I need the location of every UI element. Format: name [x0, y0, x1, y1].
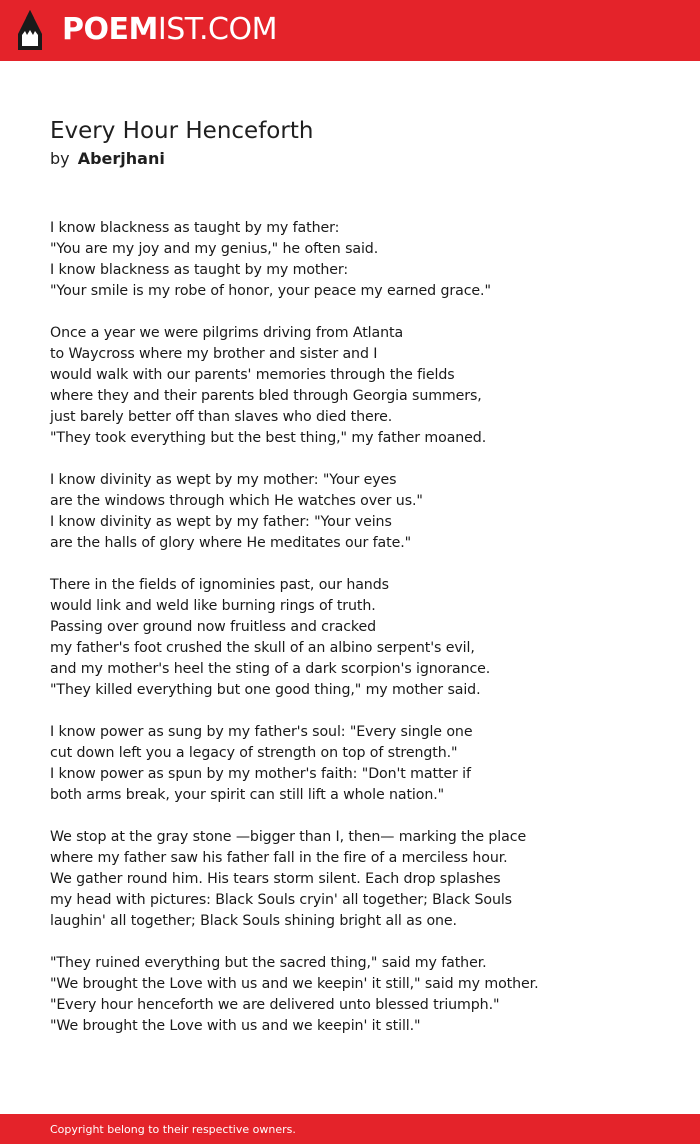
site-footer	[0, 1114, 700, 1144]
stanza	[50, 323, 670, 449]
author-name[interactable]: Aberjhani	[77, 149, 165, 168]
poem-line: I know divinity as wept by my father: "Your veins	[50, 514, 392, 530]
by-label: by	[50, 149, 70, 168]
poem-line: "Every hour henceforth we are delivered unto blessed triumph."	[50, 997, 500, 1013]
poem-line: I know divinity as wept by my mother: "Your eyes	[50, 472, 397, 488]
poem-line: "You are my joy and my genius," he often said.	[50, 241, 379, 257]
poem-line: I know blackness as taught by my father:	[50, 220, 340, 236]
poem-line: "We brought the Love with us and we keepin' it still," said my mother.	[50, 976, 539, 992]
stanza	[50, 722, 670, 806]
poem-line: both arms break, your spirit can still lift a whole nation."	[50, 787, 445, 803]
poem-line: "We brought the Love with us and we keepin' it still."	[50, 1018, 421, 1034]
logo-brand-light: IST.COM	[157, 12, 277, 47]
poem-line: laughin' all together; Black Souls shining bright all as one.	[50, 913, 457, 929]
poem-line: Passing over ground now fruitless and cracked	[50, 619, 377, 635]
poem-line: There in the fields of ignominies past, our hands	[50, 577, 389, 593]
poem-line: and my mother's heel the sting of a dark scorpion's ignorance.	[50, 661, 491, 677]
poem-line: cut down left you a legacy of strength on top of strength."	[50, 745, 458, 761]
pencil-tip-icon[interactable]	[17, 8, 43, 52]
poem-line: where my father saw his father fall in the fire of a merciless hour.	[50, 850, 508, 866]
stanza	[50, 953, 670, 1037]
poem-line: "They took everything but the best thing," my father moaned.	[50, 430, 487, 446]
poem-line: my head with pictures: Black Souls cryin' all together; Black Souls	[50, 892, 512, 908]
stanza	[50, 575, 670, 701]
poem-line: where they and their parents bled through Georgia summers,	[50, 388, 482, 404]
copyright-text: Copyright belong to their respective owners.	[50, 1123, 296, 1136]
poem-line: "Your smile is my robe of honor, your peace my earned grace."	[50, 283, 491, 299]
site-header	[0, 0, 700, 61]
site-logo[interactable]	[62, 12, 277, 48]
poem-line: would link and weld like burning rings of truth.	[50, 598, 376, 614]
poem-line: are the halls of glory where He meditates our fate."	[50, 535, 412, 551]
poem-line: my father's foot crushed the skull of an albino serpent's evil,	[50, 640, 475, 656]
poem-line: I know power as spun by my mother's faith: "Don't matter if	[50, 766, 471, 782]
poem-body	[50, 218, 670, 1058]
byline	[50, 148, 165, 170]
poem-line: to Waycross where my brother and sister and I	[50, 346, 378, 362]
poem-line: We gather round him. His tears storm silent. Each drop splashes	[50, 871, 501, 887]
poem-line: "They killed everything but one good thing," my mother said.	[50, 682, 481, 698]
poem-line: just barely better off than slaves who died there.	[50, 409, 393, 425]
poem-line: would walk with our parents' memories through the fields	[50, 367, 455, 383]
poem-line: I know power as sung by my father's soul: "Every single one	[50, 724, 473, 740]
poem-line: Once a year we were pilgrims driving from Atlanta	[50, 325, 404, 341]
poem-line: "They ruined everything but the sacred thing," said my father.	[50, 955, 487, 971]
poem-line: We stop at the gray stone —bigger than I, then— marking the place	[50, 829, 527, 845]
logo-brand-bold: POEM	[62, 12, 158, 47]
stanza	[50, 470, 670, 554]
poem-line: I know blackness as taught by my mother:	[50, 262, 349, 278]
stanza	[50, 827, 670, 932]
stanza	[50, 218, 670, 302]
poem-title: Every Hour Henceforth	[50, 118, 314, 144]
poem-line: are the windows through which He watches over us."	[50, 493, 423, 509]
